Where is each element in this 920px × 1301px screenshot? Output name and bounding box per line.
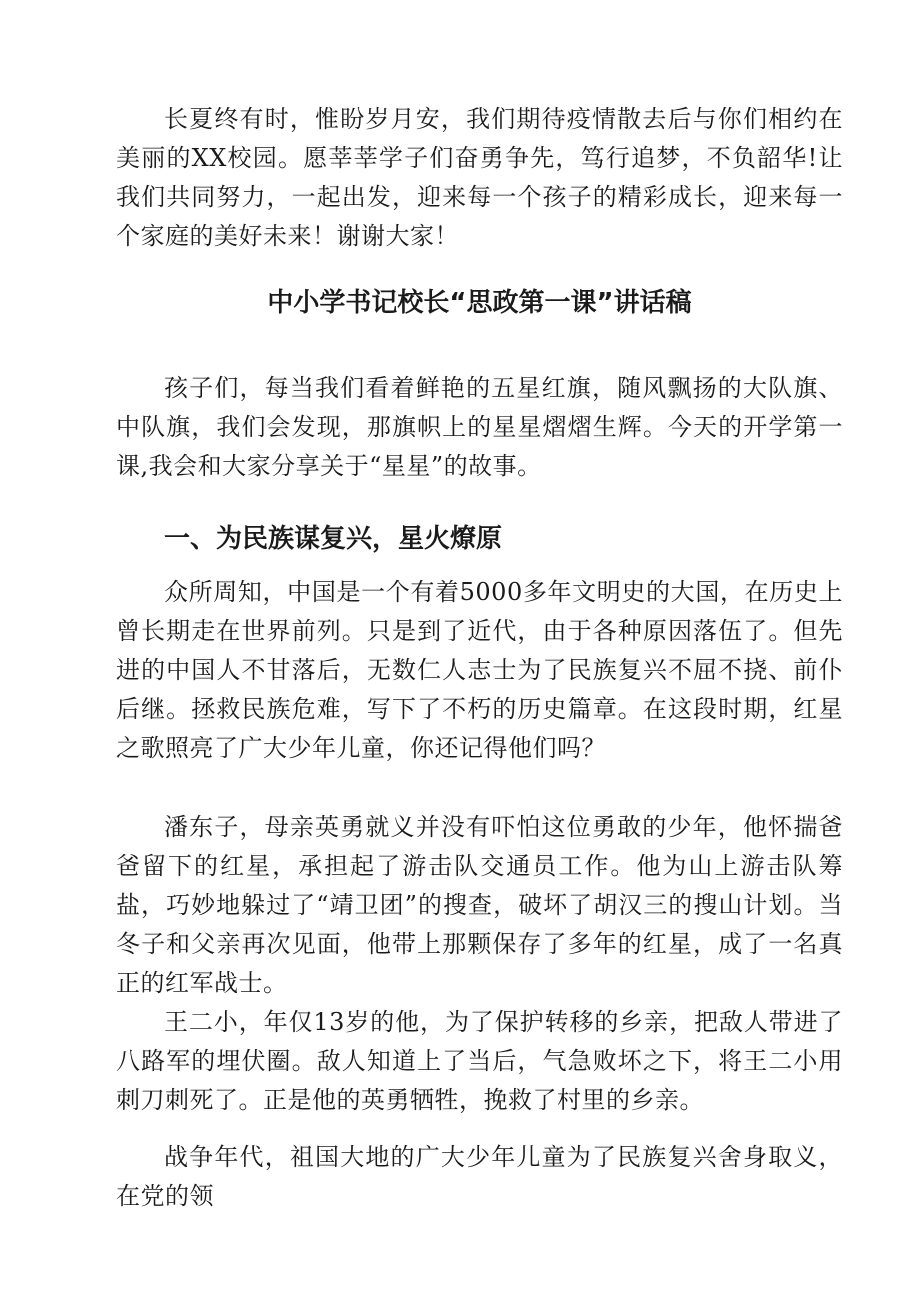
body-paragraph-history: 众所周知，中国是一个有着5000多年文明史的大国，在历史上曾长期走在世界前列。只是到了近代，由于各种原因落伍了。但先进的中国人不甘落后，无数仁人志士为了民族复兴不屈不挠、前仆后继。拯救民族危难，写下了不朽的历史篇章。在这段时期，红星之歌照亮了广大少年儿童，你还记得他们吗？ <box>116 578 843 762</box>
body-paragraph-war-years: 战争年代，祖国大地的广大少年儿童为了民族复兴舍身取义，在党的领 <box>116 1143 843 1210</box>
page-title: 中小学书记校长“思政第一课”讲话稿 <box>267 288 692 318</box>
intro-paragraph: 孩子们，每当我们看着鲜艳的五星红旗，随风飘扬的大队旗、中队旗，我们会发现，那旗帜上的星星熠熠生辉。今天的开学第一课,我会和大家分享关于“星星”的故事。 <box>116 374 843 480</box>
body-paragraph-wang-erxiao: 王二小，年仅13岁的他，为了保护转移的乡亲，把敌人带进了八路军的埋伏圈。敌人知道上了当后，气急败坏之下，将王二小用刺刀刺死了。正是他的英勇牺牲，挽救了村里的乡亲。 <box>116 1008 843 1114</box>
closing-paragraph: 长夏终有时，惟盼岁月安，我们期待疫情散去后与你们相约在美丽的XX校园。愿莘莘学子们奋勇争先，笃行追梦，不负韶华!让我们共同努力，一起出发，迎来每一个孩子的精彩成长，迎来每一个家庭的美好未来！谢谢大家！ <box>116 105 843 250</box>
section-heading: 一、为民族谋复兴，星火燎原 <box>164 524 503 554</box>
body-paragraph-pan-dongzi: 潘东子，母亲英勇就义并没有吓怕这位勇敢的少年，他怀揣爸爸留下的红星，承担起了游击队交通员工作。他为山上游击队筹盐，巧妙地躲过了“靖卫团”的搜查，破坏了胡汉三的搜山计划。当冬子和父亲再次见面，他带上那颗保存了多年的红星，成了一名真正的红军战士。 <box>116 813 843 997</box>
